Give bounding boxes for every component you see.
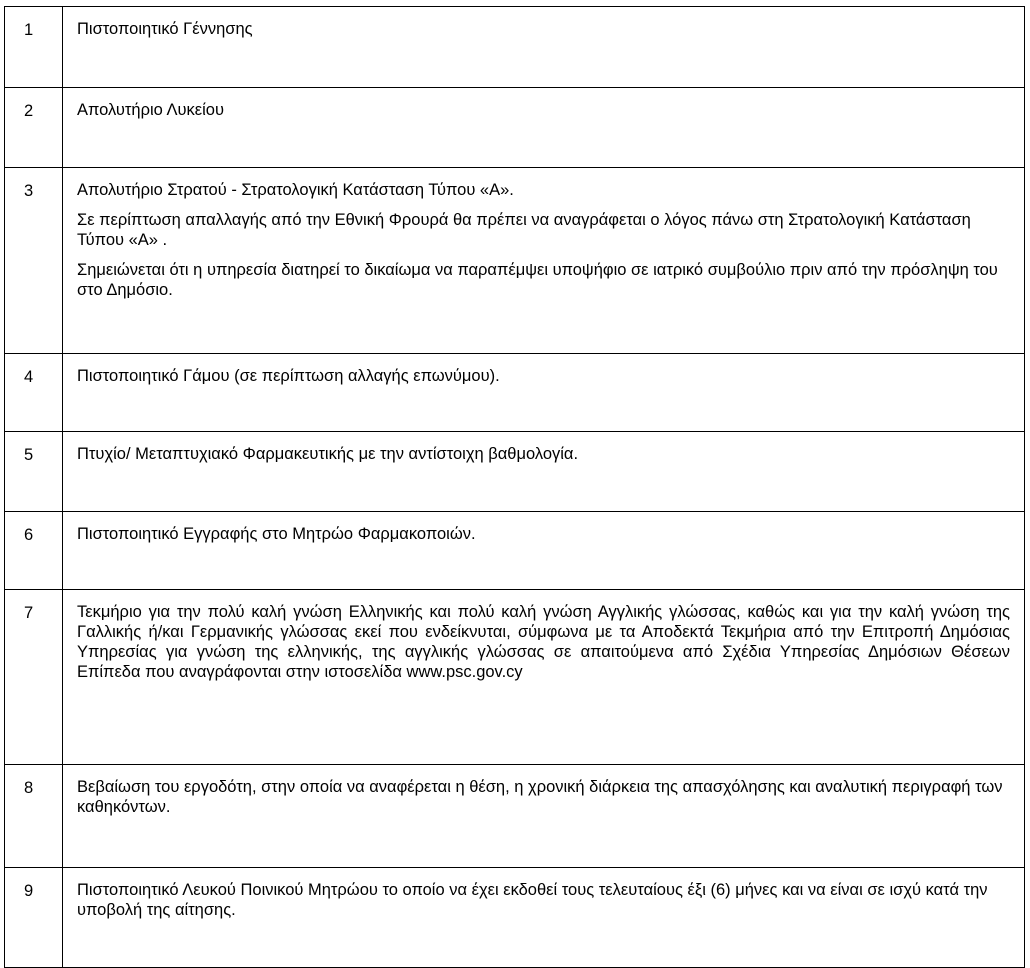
table-row <box>5 88 1025 168</box>
table-row <box>5 168 1025 354</box>
row-text <box>63 432 1025 512</box>
paragraph: Πιστοποιητικό Λευκού Ποινικού Μητρώου το οποίο να έχει εκδοθεί τους τελευταίους έξι (6) μήνες και να είναι σε ισχύ κατά την υποβολή της αίτησης. <box>77 881 988 919</box>
table-row <box>5 7 1025 88</box>
row-text <box>63 590 1025 765</box>
row-text <box>63 765 1025 868</box>
row-text <box>63 88 1025 168</box>
table-row <box>5 354 1025 432</box>
table-row <box>5 432 1025 512</box>
table-row <box>5 590 1025 765</box>
row-text <box>63 168 1025 354</box>
paragraph: Πιστοποιητικό Γέννησης <box>77 20 253 38</box>
paragraph: Πιστοποιητικό Εγγραφής στο Μητρώο Φαρμακοποιών. <box>77 525 476 543</box>
paragraph: Σημειώνεται ότι η υπηρεσία διατηρεί το δικαίωμα να παραπέμψει υποψήφιο σε ιατρικό συμβούλιο πριν από την πρόσληψη του στο Δημόσιο. <box>77 261 998 299</box>
documents-table <box>4 6 1025 968</box>
paragraph: Πιστοποιητικό Γάμου (σε περίπτωση αλλαγής επωνύμου). <box>77 367 500 385</box>
row-number: 3 <box>5 168 63 354</box>
row-number: 6 <box>5 512 63 590</box>
table-row <box>5 512 1025 590</box>
table-row <box>5 765 1025 868</box>
row-number: 9 <box>5 868 63 968</box>
paragraph: Πτυχίο/ Μεταπτυχιακό Φαρμακευτικής με την αντίστοιχη βαθμολογία. <box>77 445 579 463</box>
paragraph: Σε περίπτωση απαλλαγής από την Εθνική Φρουρά θα πρέπει να αναγράφεται ο λόγος πάνω στη Στρατολογική Κατάσταση Τύπου «Α» . <box>77 211 971 249</box>
paragraph: Τεκμήριο για την πολύ καλή γνώση Ελληνικής και πολύ καλή γνώση Αγγλικής γλώσσας, καθώς και για την καλή γνώση της Γαλλικής ή/και Γερμανικής γλώσσας εκεί που ενδείκνυται, σύμφωνα με τα Αποδεκτά Τεκμήρια από την Επιτροπή Δημόσιας Υπηρεσίας για γνώση της ελληνικής, της αγγλικής γλώσσας σε απαιτούμενα από Σχέδια Υπηρεσίας Δημόσιων Θέσεων Επίπεδα που αναγράφονται στην ιστοσελίδα www.psc.gov.cy <box>77 603 1010 681</box>
row-number: 1 <box>5 7 63 88</box>
paragraph: Βεβαίωση του εργοδότη, στην οποία να αναφέρεται η θέση, η χρονική διάρκεια της απασχόλησης και αναλυτική περιγραφή των καθηκόντων. <box>77 778 1003 816</box>
paragraph: Απολυτήριο Λυκείου <box>77 101 225 119</box>
row-text <box>63 512 1025 590</box>
row-number: 4 <box>5 354 63 432</box>
paragraph: Απολυτήριο Στρατού - Στρατολογική Κατάσταση Τύπου «Α». <box>77 181 514 199</box>
row-text <box>63 354 1025 432</box>
row-number: 8 <box>5 765 63 868</box>
table-row <box>5 868 1025 968</box>
row-number: 2 <box>5 88 63 168</box>
row-number: 7 <box>5 590 63 765</box>
row-text <box>63 868 1025 968</box>
row-number: 5 <box>5 432 63 512</box>
row-text <box>63 7 1025 88</box>
